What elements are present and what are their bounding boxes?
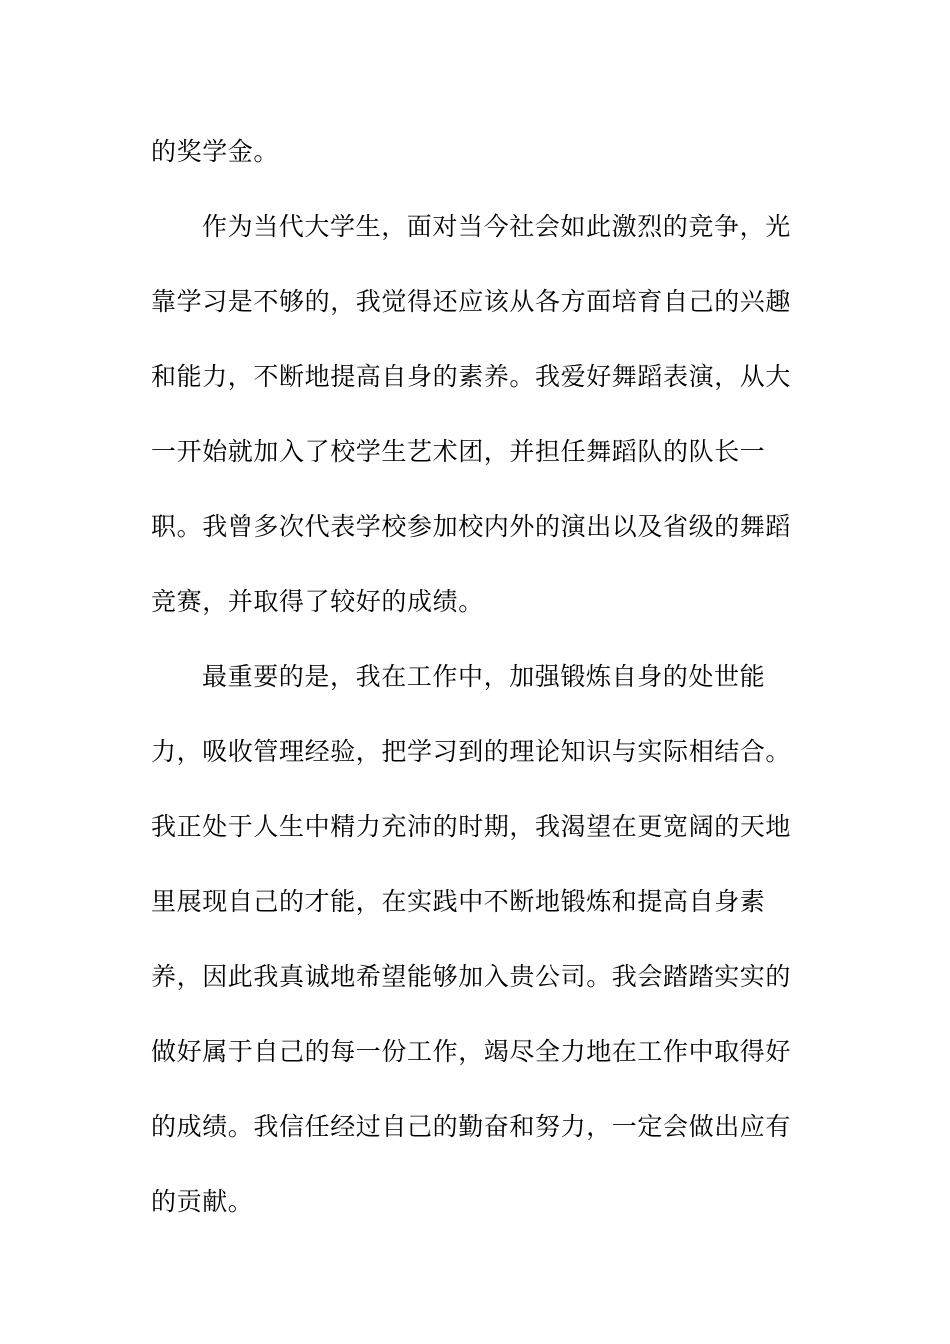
text-line: 做好属于自己的每一份工作，竭尽全力地在工作中取得好 xyxy=(151,1037,792,1066)
text-line: 的奖学金。 xyxy=(151,137,280,166)
text-line: 我正处于人生中精力充沛的时期，我渴望在更宽阔的天地 xyxy=(151,812,792,841)
text-line: 里展现自己的才能，在实践中不断地锻炼和提高自身素 xyxy=(151,887,766,916)
text-line: 竞赛，并取得了较好的成绩。 xyxy=(151,587,484,616)
text-line: 养，因此我真诚地希望能够加入贵公司。我会踏踏实实的 xyxy=(151,962,792,991)
text-line: 一开始就加入了校学生艺术团，并担任舞蹈队的队长一 xyxy=(151,437,766,466)
text-line: 和能力，不断地提高自身的素养。我爱好舞蹈表演，从大 xyxy=(151,362,792,391)
text-line: 的贡献。 xyxy=(151,1187,254,1216)
paragraph-first-line: 作为当代大学生，面对当今社会如此激烈的竞争，光 xyxy=(202,212,791,241)
text-line: 职。我曾多次代表学校参加校内外的演出以及省级的舞蹈 xyxy=(151,512,792,541)
text-line: 力，吸收管理经验，把学习到的理论知识与实际相结合。 xyxy=(151,737,792,766)
paragraph-first-line: 最重要的是，我在工作中，加强锻炼自身的处世能 xyxy=(202,662,766,691)
text-line: 靠学习是不够的，我觉得还应该从各方面培育自己的兴趣 xyxy=(151,287,792,316)
text-line: 的成绩。我信任经过自己的勤奋和努力，一定会做出应有 xyxy=(151,1112,792,1141)
